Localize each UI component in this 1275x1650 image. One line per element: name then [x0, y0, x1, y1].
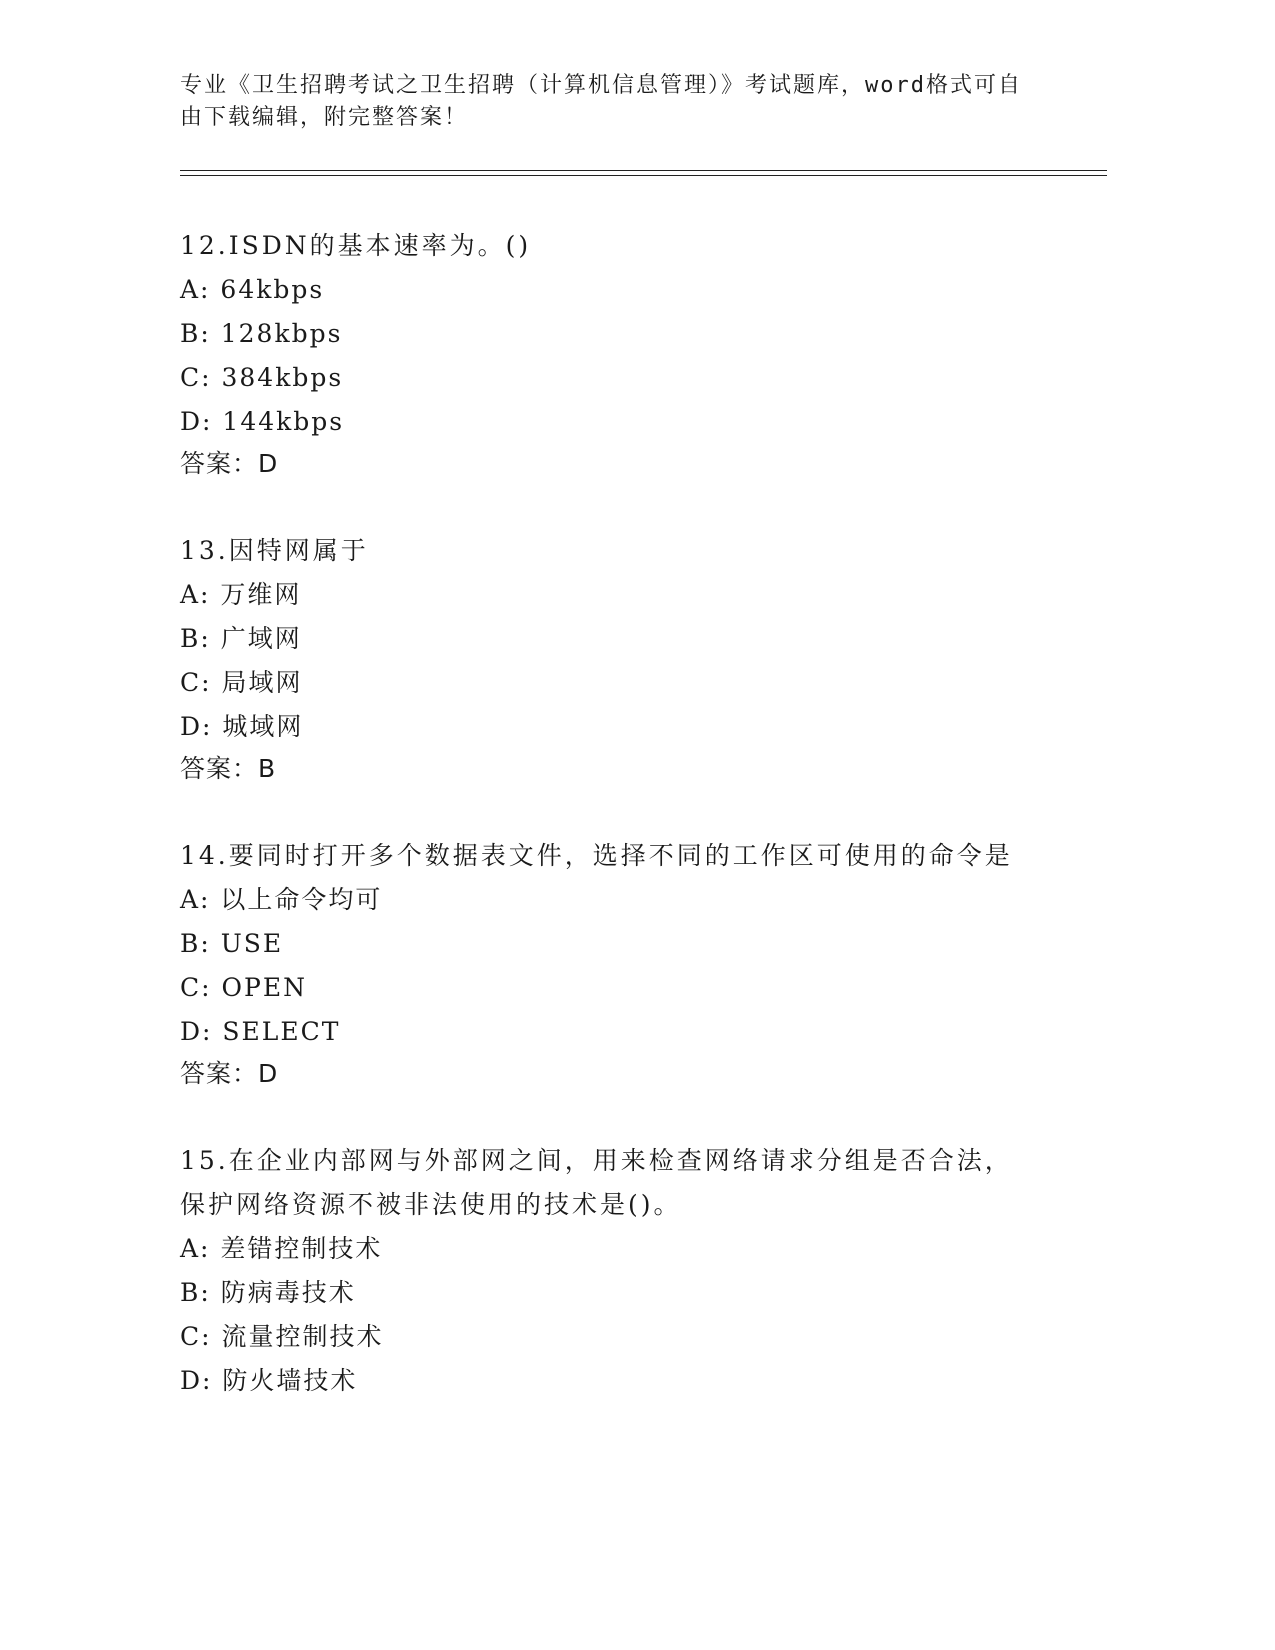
option-b: B: 广域网: [180, 624, 302, 653]
answer: 答案：B: [180, 754, 277, 783]
option-c: C: OPEN: [180, 973, 307, 1002]
option-a: A: 差错控制技术: [180, 1234, 383, 1263]
option-b: B: USE: [180, 929, 284, 958]
header-divider-bottom: [180, 175, 1107, 176]
question-text: 15.在企业内部网与外部网之间，用来检查网络请求分组是否合法，保护网络资源不被非法使用的技术是()。: [180, 1146, 1013, 1219]
answer: 答案：D: [180, 449, 279, 478]
option-c: C: 384kbps: [180, 363, 344, 392]
question-text: 12.ISDN的基本速率为。(): [180, 231, 532, 260]
question-text: 14.要同时打开多个数据表文件，选择不同的工作区可使用的命令是: [180, 841, 1013, 870]
option-c: C: 局域网: [180, 668, 303, 697]
header-divider-top: [180, 170, 1107, 171]
document-intro: 专业《卫生招聘考试之卫生招聘（计算机信息管理）》考试题库，word格式可自由下载编辑，附完整答案！: [180, 73, 1022, 130]
question-12: [180, 224, 1080, 484]
option-b: B: 128kbps: [180, 319, 343, 348]
option-d: D: 防火墙技术: [180, 1366, 358, 1395]
option-b: B: 防病毒技术: [180, 1278, 356, 1307]
answer: 答案：D: [180, 1059, 279, 1088]
question-text: 13.因特网属于: [180, 536, 369, 565]
option-a: A: 以上命令均可: [180, 885, 383, 914]
option-c: C: 流量控制技术: [180, 1322, 384, 1351]
question-13: [180, 529, 1080, 789]
option-a: A: 万维网: [180, 580, 302, 609]
option-d: D: 城域网: [180, 712, 304, 741]
question-14: [180, 834, 1080, 1094]
question-15: [180, 1139, 1040, 1403]
option-d: D: 144kbps: [180, 407, 345, 436]
option-d: D: SELECT: [180, 1017, 341, 1046]
option-a: A: 64kbps: [180, 275, 325, 304]
